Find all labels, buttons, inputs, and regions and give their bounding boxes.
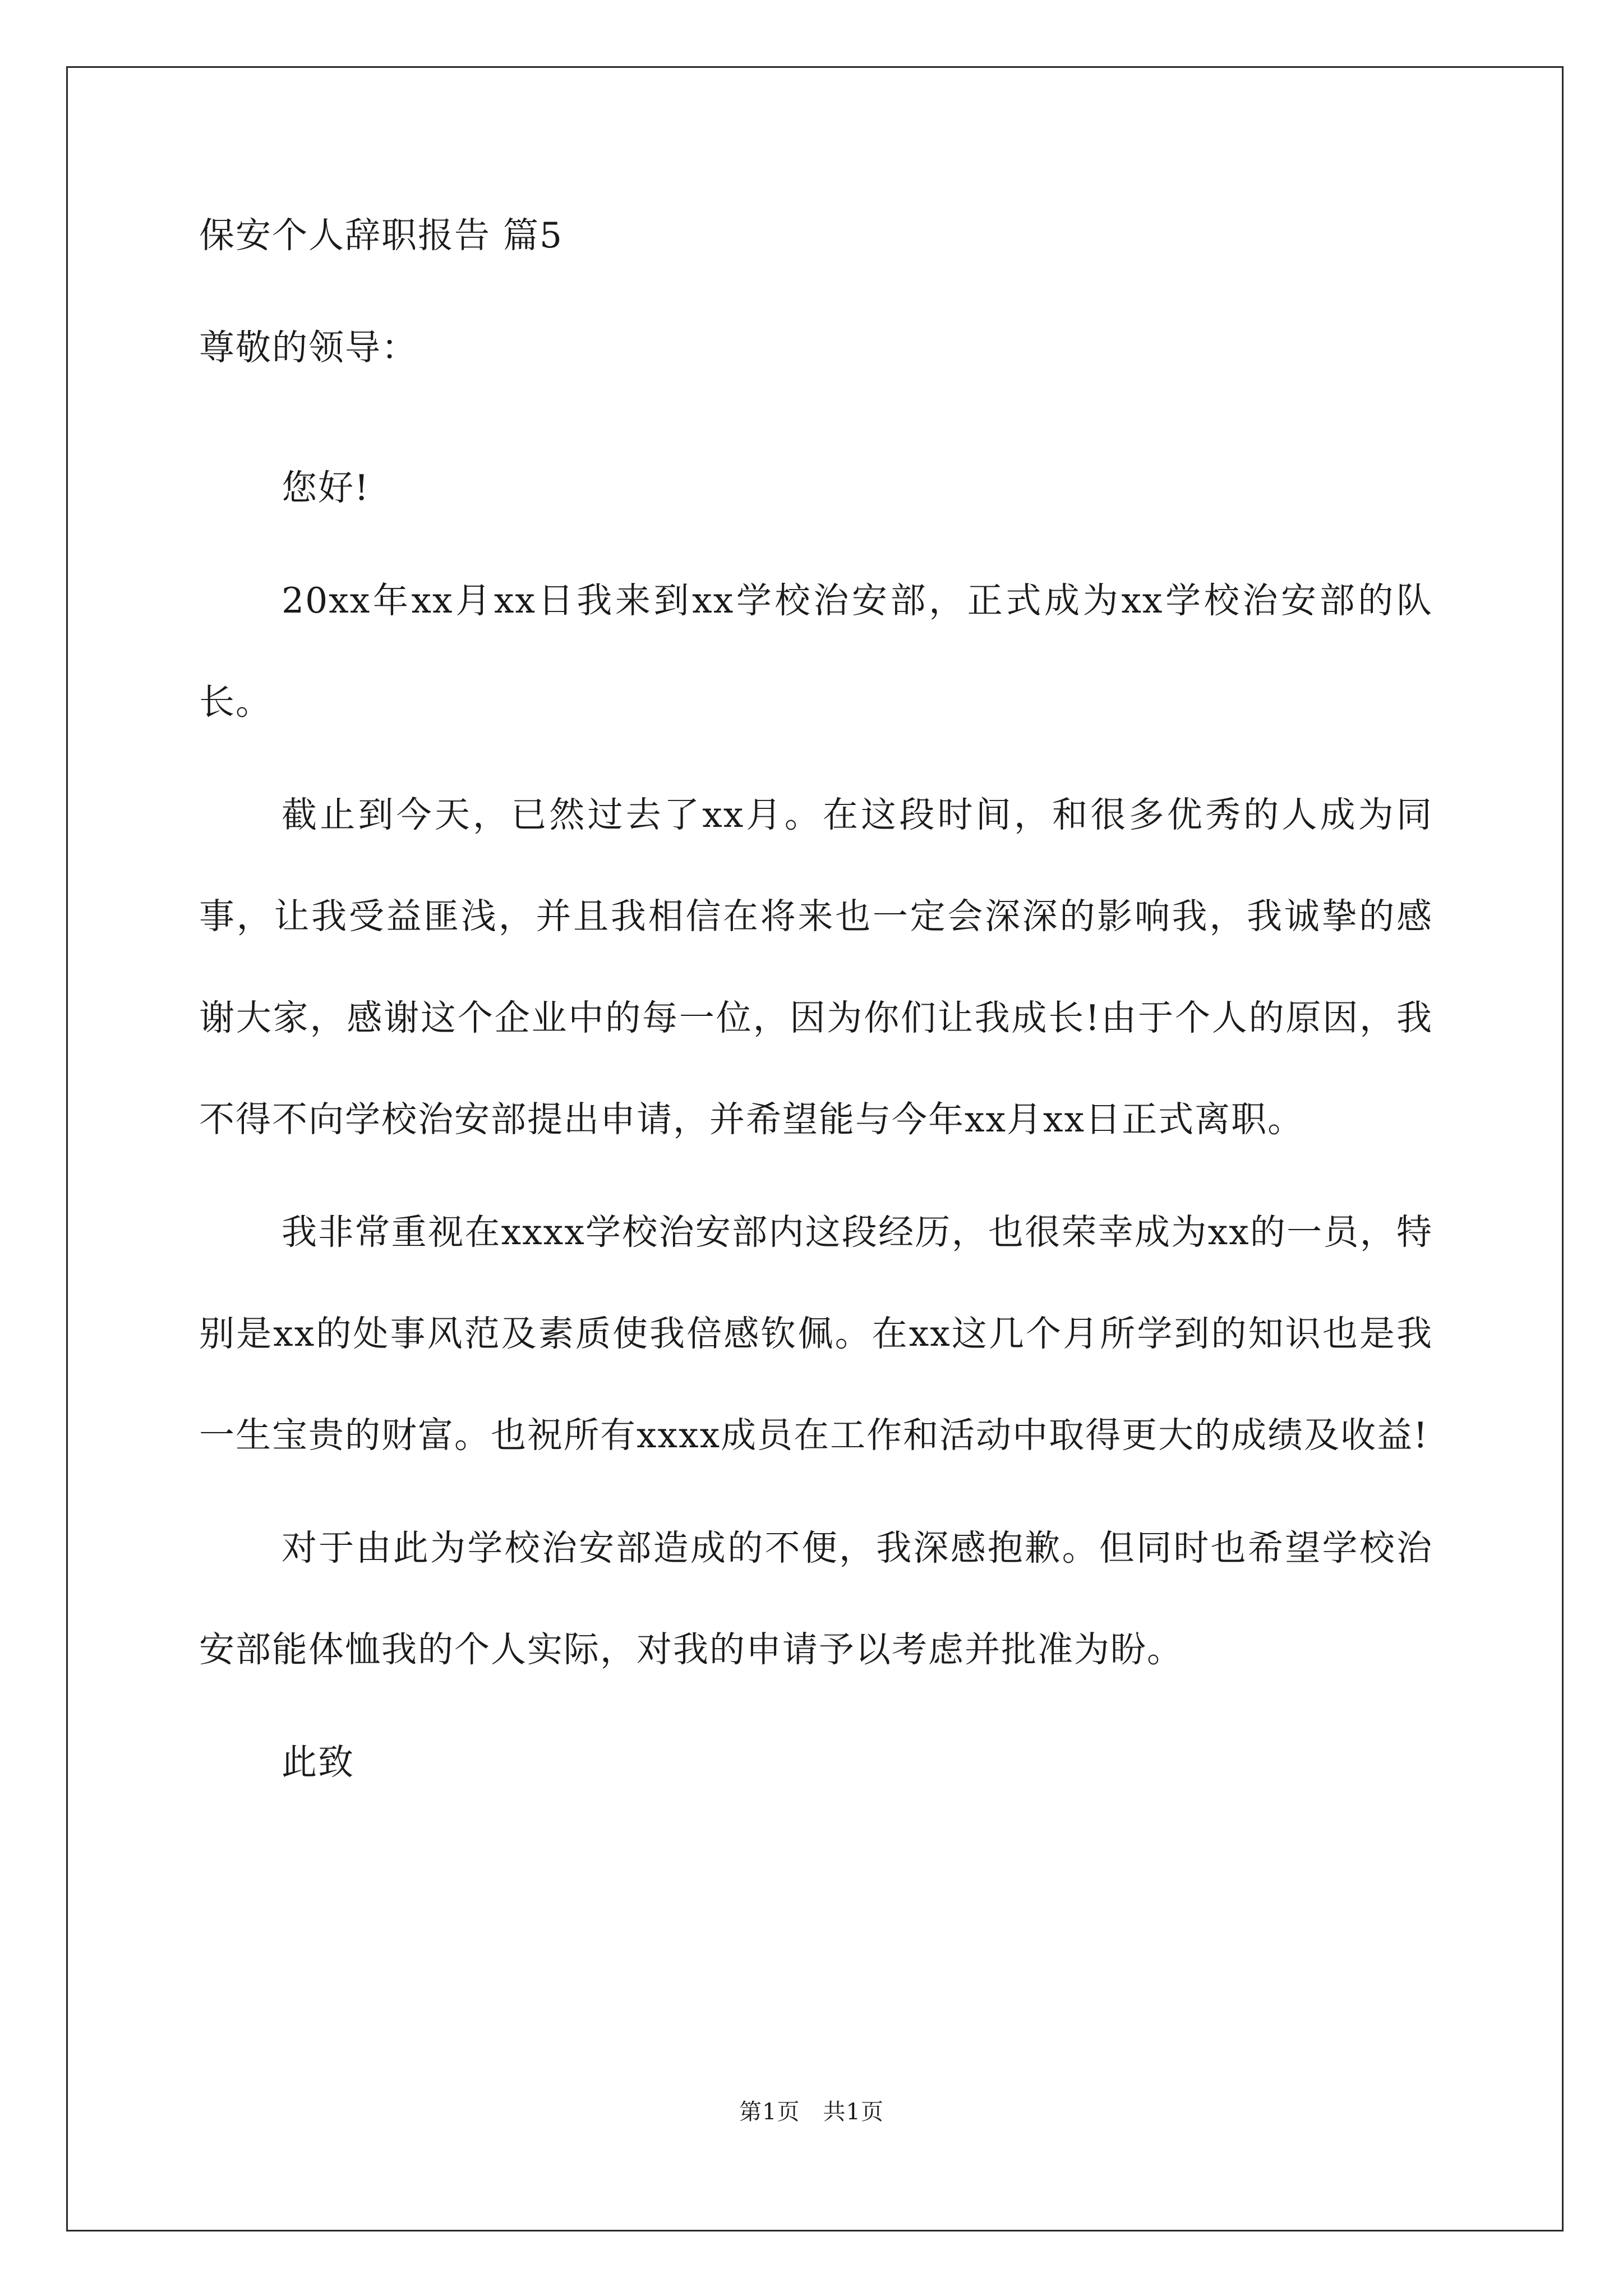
salutation: 尊敬的领导：	[199, 327, 418, 368]
page-number-footer: 第1页 共1页	[739, 2099, 884, 2125]
body-paragraph: 截止到今天，已然过去了xx月。在这段时间，和很多优秀的人成为同事，让我受益匪浅，并且我相信在将来也一定会深深的影响我，我诚挚的感谢大家，感谢这个企业中的每一位，因为你们让我成长!由于个人的原因，我不得不向学校治安部提出申请，并希望能与今年xx月xx日正式离职。	[199, 794, 1433, 1140]
body-paragraph: 我非常重视在xxxx学校治安部内这段经历，也很荣幸成为xx的一员，特别是xx的处事风范及素质使我倍感钦佩。在xx这几个月所学到的知识也是我一生宝贵的财富。也祝所有xxxx成员在工作和活动中取得更大的成绩及收益!	[199, 1212, 1433, 1456]
greeting-paragraph: 您好!	[282, 467, 370, 508]
document-title: 保安个人辞职报告 篇5	[199, 215, 564, 256]
body-paragraph: 20xx年xx月xx日我来到xx学校治安部，正式成为xx学校治安部的队长。	[199, 580, 1433, 723]
body-paragraph: 对于由此为学校治安部造成的不便，我深感抱歉。但同时也希望学校治安部能体恤我的个人实际，对我的申请予以考虑并批准为盼。	[199, 1527, 1433, 1670]
document-body	[199, 213, 1433, 1824]
closing-paragraph: 此致	[282, 1742, 354, 1783]
